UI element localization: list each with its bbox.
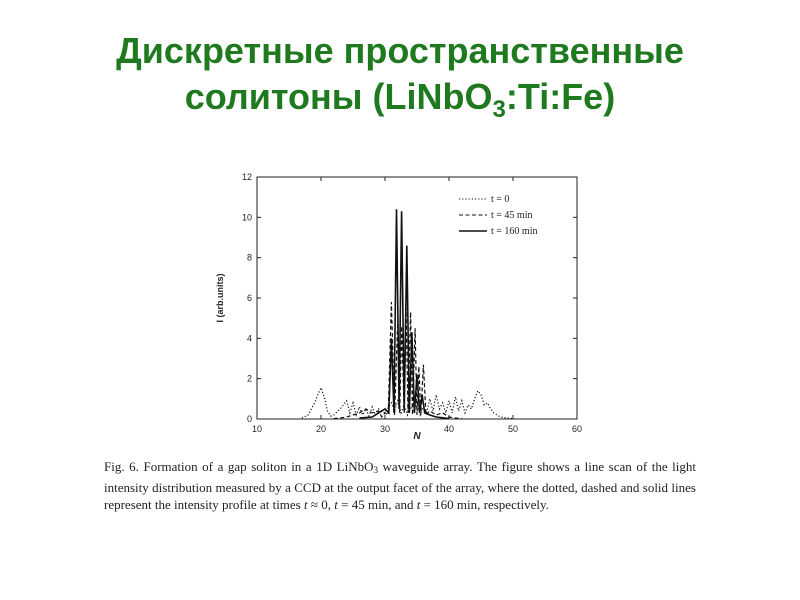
slide-title — [0, 28, 800, 133]
y-axis-label: I (arb.units) — [215, 273, 225, 323]
series-layer — [302, 209, 513, 418]
caption-subscript: 3 — [373, 465, 378, 475]
legend — [459, 194, 537, 237]
caption-part1: Fig. 6. Formation of a gap soliton in a 1D LiNbO — [104, 459, 374, 474]
caption-part4: = 45 min, and — [337, 497, 417, 512]
x-tick-label: 10 — [251, 424, 263, 434]
y-tick-label: 0 — [246, 414, 252, 424]
slide-title-line1: Дискретные пространственные — [116, 30, 684, 71]
intensity-chart — [205, 165, 595, 445]
y-tick-label: 6 — [246, 293, 252, 303]
x-axis-label: N — [413, 431, 421, 442]
x-tick-label: 50 — [507, 424, 519, 434]
legend-label: t = 160 min — [491, 226, 538, 237]
caption-part3: ≈ 0, — [307, 497, 335, 512]
y-tick-label: 12 — [241, 172, 252, 182]
y-tick-label: 10 — [241, 212, 252, 223]
caption-part2: waveguide array. The figure shows a line scan of the light intensity distribution measured by a CCD at the output facet of the array, where the dotted, dashed and solid lines represent the intensity profile at times — [104, 459, 696, 512]
caption-time-var-2: t — [334, 497, 338, 512]
y-tick-label: 2 — [246, 373, 252, 384]
y-tick-label: 4 — [246, 333, 252, 344]
legend-label: t = 0 — [491, 194, 510, 205]
caption-time-var-3: t — [416, 497, 421, 512]
legend-label: t = 45 min — [491, 210, 533, 221]
slide-title-line2-pre: солитоны (LiNbO — [184, 76, 493, 117]
series-line-solid — [359, 209, 449, 418]
caption-time-var-1: t — [304, 497, 308, 512]
y-tick-label: 8 — [246, 252, 252, 263]
x-tick-label: 20 — [315, 424, 327, 434]
caption-part5: = 160 min, respectively. — [420, 497, 549, 512]
figure-caption — [104, 458, 696, 513]
x-tick-label: 40 — [443, 424, 455, 434]
x-tick-label: 60 — [571, 424, 583, 434]
slide-title-line2-post: :Ti:Fe) — [505, 76, 616, 117]
x-tick-label: 30 — [379, 424, 391, 434]
slide-title-subscript: 3 — [492, 96, 506, 123]
